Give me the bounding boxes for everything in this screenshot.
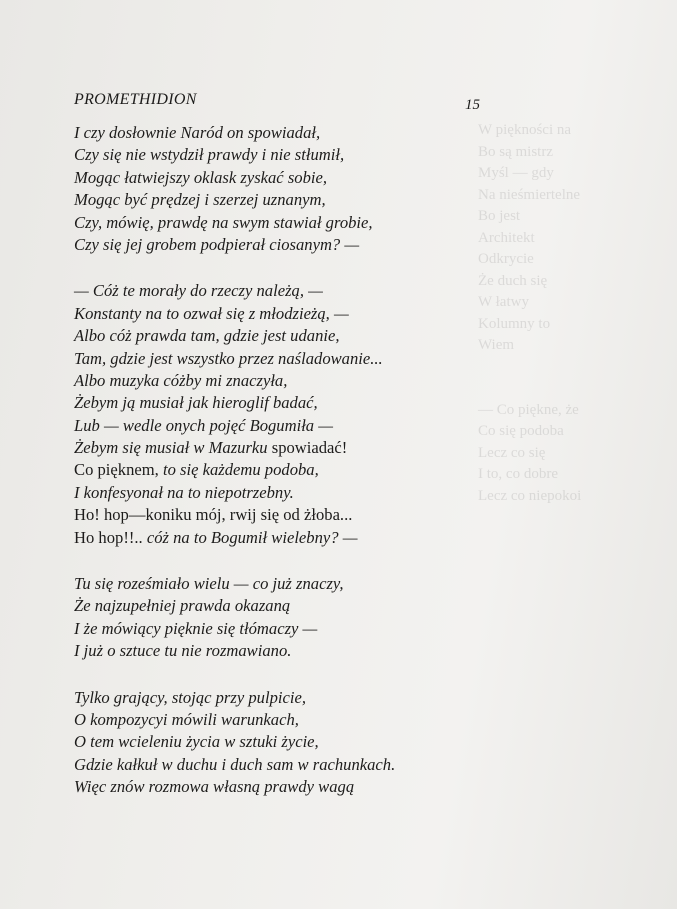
- poem-line: [74, 595, 534, 617]
- line-segment: Albo cóż prawda tam, gdzie jest udanie,: [74, 326, 340, 346]
- line-segment: Lub — wedle onych pojęć Bogumiła —: [74, 415, 334, 435]
- line-segment: I czy dosłownie Naród on spowiadał,: [74, 123, 321, 142]
- line-segment: I konfesyonał na to niepotrzebny.: [74, 482, 294, 502]
- line-segment: Ho! hop—koniku mój, rwij się od żłoba...: [74, 505, 353, 525]
- line-segment: Ho hop!!..: [74, 527, 147, 547]
- line-segment: spowiadać!: [271, 438, 348, 458]
- poem-line: [74, 325, 534, 347]
- line-segment: Czy, mówię, prawdę na swym stawiał grobie,: [74, 212, 373, 232]
- poem-line: [74, 122, 534, 144]
- running-header: PROMETHIDION: [74, 91, 197, 108]
- line-segment: Albo muzyka cóżby mi znaczyła,: [74, 370, 288, 390]
- line-segment: Tylko grający, stojąc przy pulpicie,: [74, 687, 306, 707]
- line-segment: Żebym się musiał w Mazurku: [74, 438, 272, 458]
- poem-line: [74, 144, 534, 166]
- stanza: [74, 573, 534, 663]
- line-segment: O kompozycyi mówili warunkach,: [74, 709, 299, 729]
- poem-line: [74, 234, 534, 256]
- poem-line: [74, 687, 534, 709]
- line-segment: to się każdemu podoba,: [162, 460, 319, 480]
- poem-line: [74, 167, 534, 189]
- line-segment: Czy się nie wstydził prawdy i nie stłumił,: [74, 145, 345, 165]
- line-segment: Czy się jej grobem podpierał ciosanym? —: [74, 234, 360, 254]
- poem-line: [74, 348, 534, 370]
- line-segment: Tam, gdzie jest wszystko przez naśladowanie...: [74, 348, 383, 368]
- poem-line: [74, 212, 534, 234]
- poem-line: [74, 189, 534, 211]
- stanza: [74, 122, 534, 256]
- line-segment: Co pięknem,: [74, 460, 163, 480]
- poem-line: [74, 303, 534, 325]
- poem-line: [74, 459, 534, 481]
- poem-line: [74, 731, 534, 753]
- line-segment: Więc znów rozmowa własną prawdy wagą: [74, 777, 355, 797]
- poem-line: [74, 709, 534, 731]
- poem-line: [74, 504, 534, 526]
- line-segment: I że mówiący pięknie się tłómaczy —: [74, 618, 318, 638]
- line-segment: Konstanty na to ozwał się z młodzieżą, —: [74, 303, 349, 323]
- line-segment: Tu się roześmiało wielu — co już znaczy,: [74, 574, 344, 594]
- line-segment: O tem wcieleniu życia w sztuki życie,: [74, 732, 319, 752]
- page-number: 15: [465, 97, 480, 113]
- poem-line: [74, 618, 534, 640]
- line-segment: I już o sztuce tu nie rozmawiano.: [74, 641, 292, 661]
- poem-line: [74, 527, 534, 549]
- poem-line: [74, 415, 534, 437]
- poem-line: [74, 392, 534, 414]
- line-segment: cóż na to Bogumił wielebny? —: [146, 527, 358, 547]
- line-segment: — Cóż te morały do rzeczy należą, —: [74, 281, 323, 301]
- poem-line: [74, 370, 534, 392]
- poem-line: [74, 280, 534, 302]
- line-segment: Mogąc łatwiejszy oklask zyskać sobie,: [74, 167, 327, 187]
- line-segment: Gdzie kałkuł w duchu i duch sam w rachunkach.: [74, 754, 396, 774]
- poem-line: [74, 754, 534, 776]
- poem-line: [74, 640, 534, 662]
- bleed-through-decoration: W piękności na Bo są mistrz Myśl — gdy Na nieśmiertelne Bo jest Architekt Odkrycie Że duch się W łatwy Kolumny to Wiem — Co piękne, że Co się podoba Lecz co się I to, co dobre Lecz co niepokoi: [478, 122, 582, 504]
- poem-line: [74, 437, 534, 459]
- poem-line: [74, 573, 534, 595]
- poem-line: [74, 776, 534, 798]
- stanza: [74, 280, 534, 549]
- stanza: [74, 687, 534, 799]
- line-segment: Mogąc być prędzej i szerzej uznanym,: [74, 190, 326, 210]
- line-segment: Żebym ją musiał jak hieroglif badać,: [74, 393, 318, 413]
- poem-line: [74, 482, 534, 504]
- poem-text: [74, 122, 534, 823]
- line-segment: Że najzupełniej prawda okazaną: [74, 596, 291, 616]
